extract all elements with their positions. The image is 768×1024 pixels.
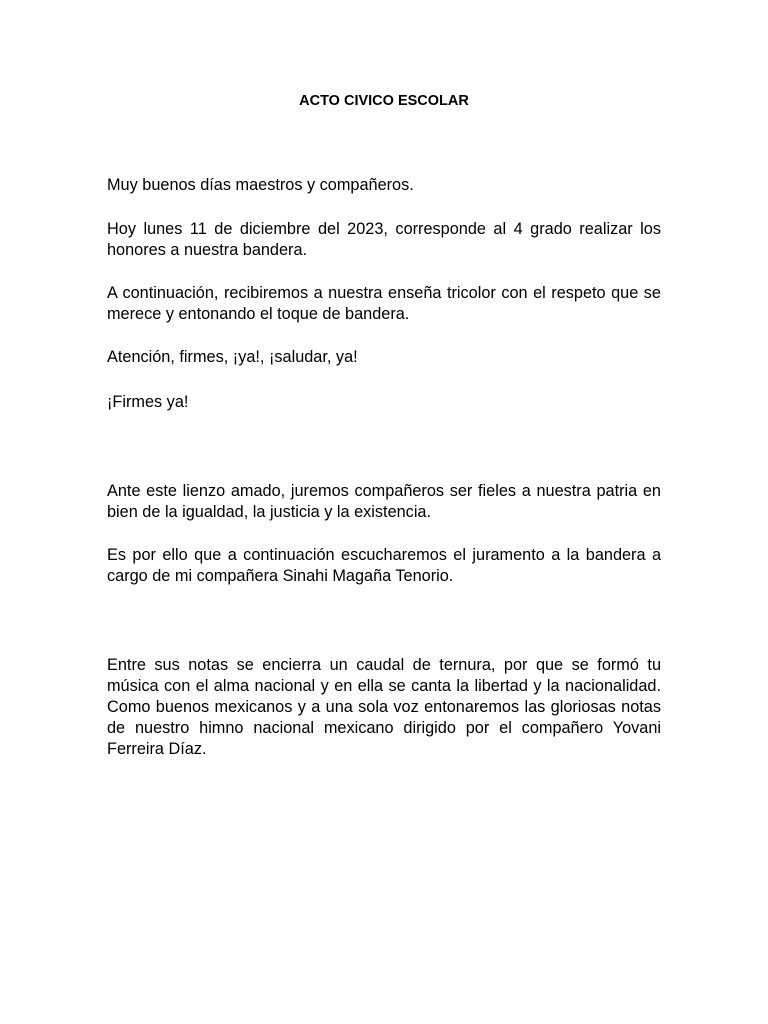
document-title: ACTO CIVICO ESCOLAR <box>299 93 469 109</box>
anthem-paragraph: Entre sus notas se encierra un caudal de ternura, por que se formó tu música con el alma nacional y en ella se canta la libertad y la nacionalidad. Como buenos mexicanos y a una sola voz entonaremos las gloriosas notas de nuestro himno nacional mexicano dirigido por el compañero Yovani Ferreira Díaz. <box>107 656 661 758</box>
firmes-command-paragraph: ¡Firmes ya! <box>107 393 189 411</box>
greeting-paragraph: Muy buenos días maestros y compañeros. <box>107 176 414 194</box>
oath-announcement-paragraph: Es por ello que a continuación escucharemos el juramento a la bandera a cargo de mi compañera Sinahi Magaña Tenorio. <box>107 546 661 585</box>
oath-intro-paragraph: Ante este lienzo amado, juremos compañeros ser fieles a nuestra patria en bien de la igualdad, la justicia y la existencia. <box>107 482 661 521</box>
attention-command-paragraph: Atención, firmes, ¡ya!, ¡saludar, ya! <box>107 348 358 366</box>
date-paragraph: Hoy lunes 11 de diciembre del 2023, corresponde al 4 grado realizar los honores a nuestra bandera. <box>107 220 661 259</box>
flag-reception-paragraph: A continuación, recibiremos a nuestra enseña tricolor con el respeto que se merece y entonando el toque de bandera. <box>107 284 661 323</box>
